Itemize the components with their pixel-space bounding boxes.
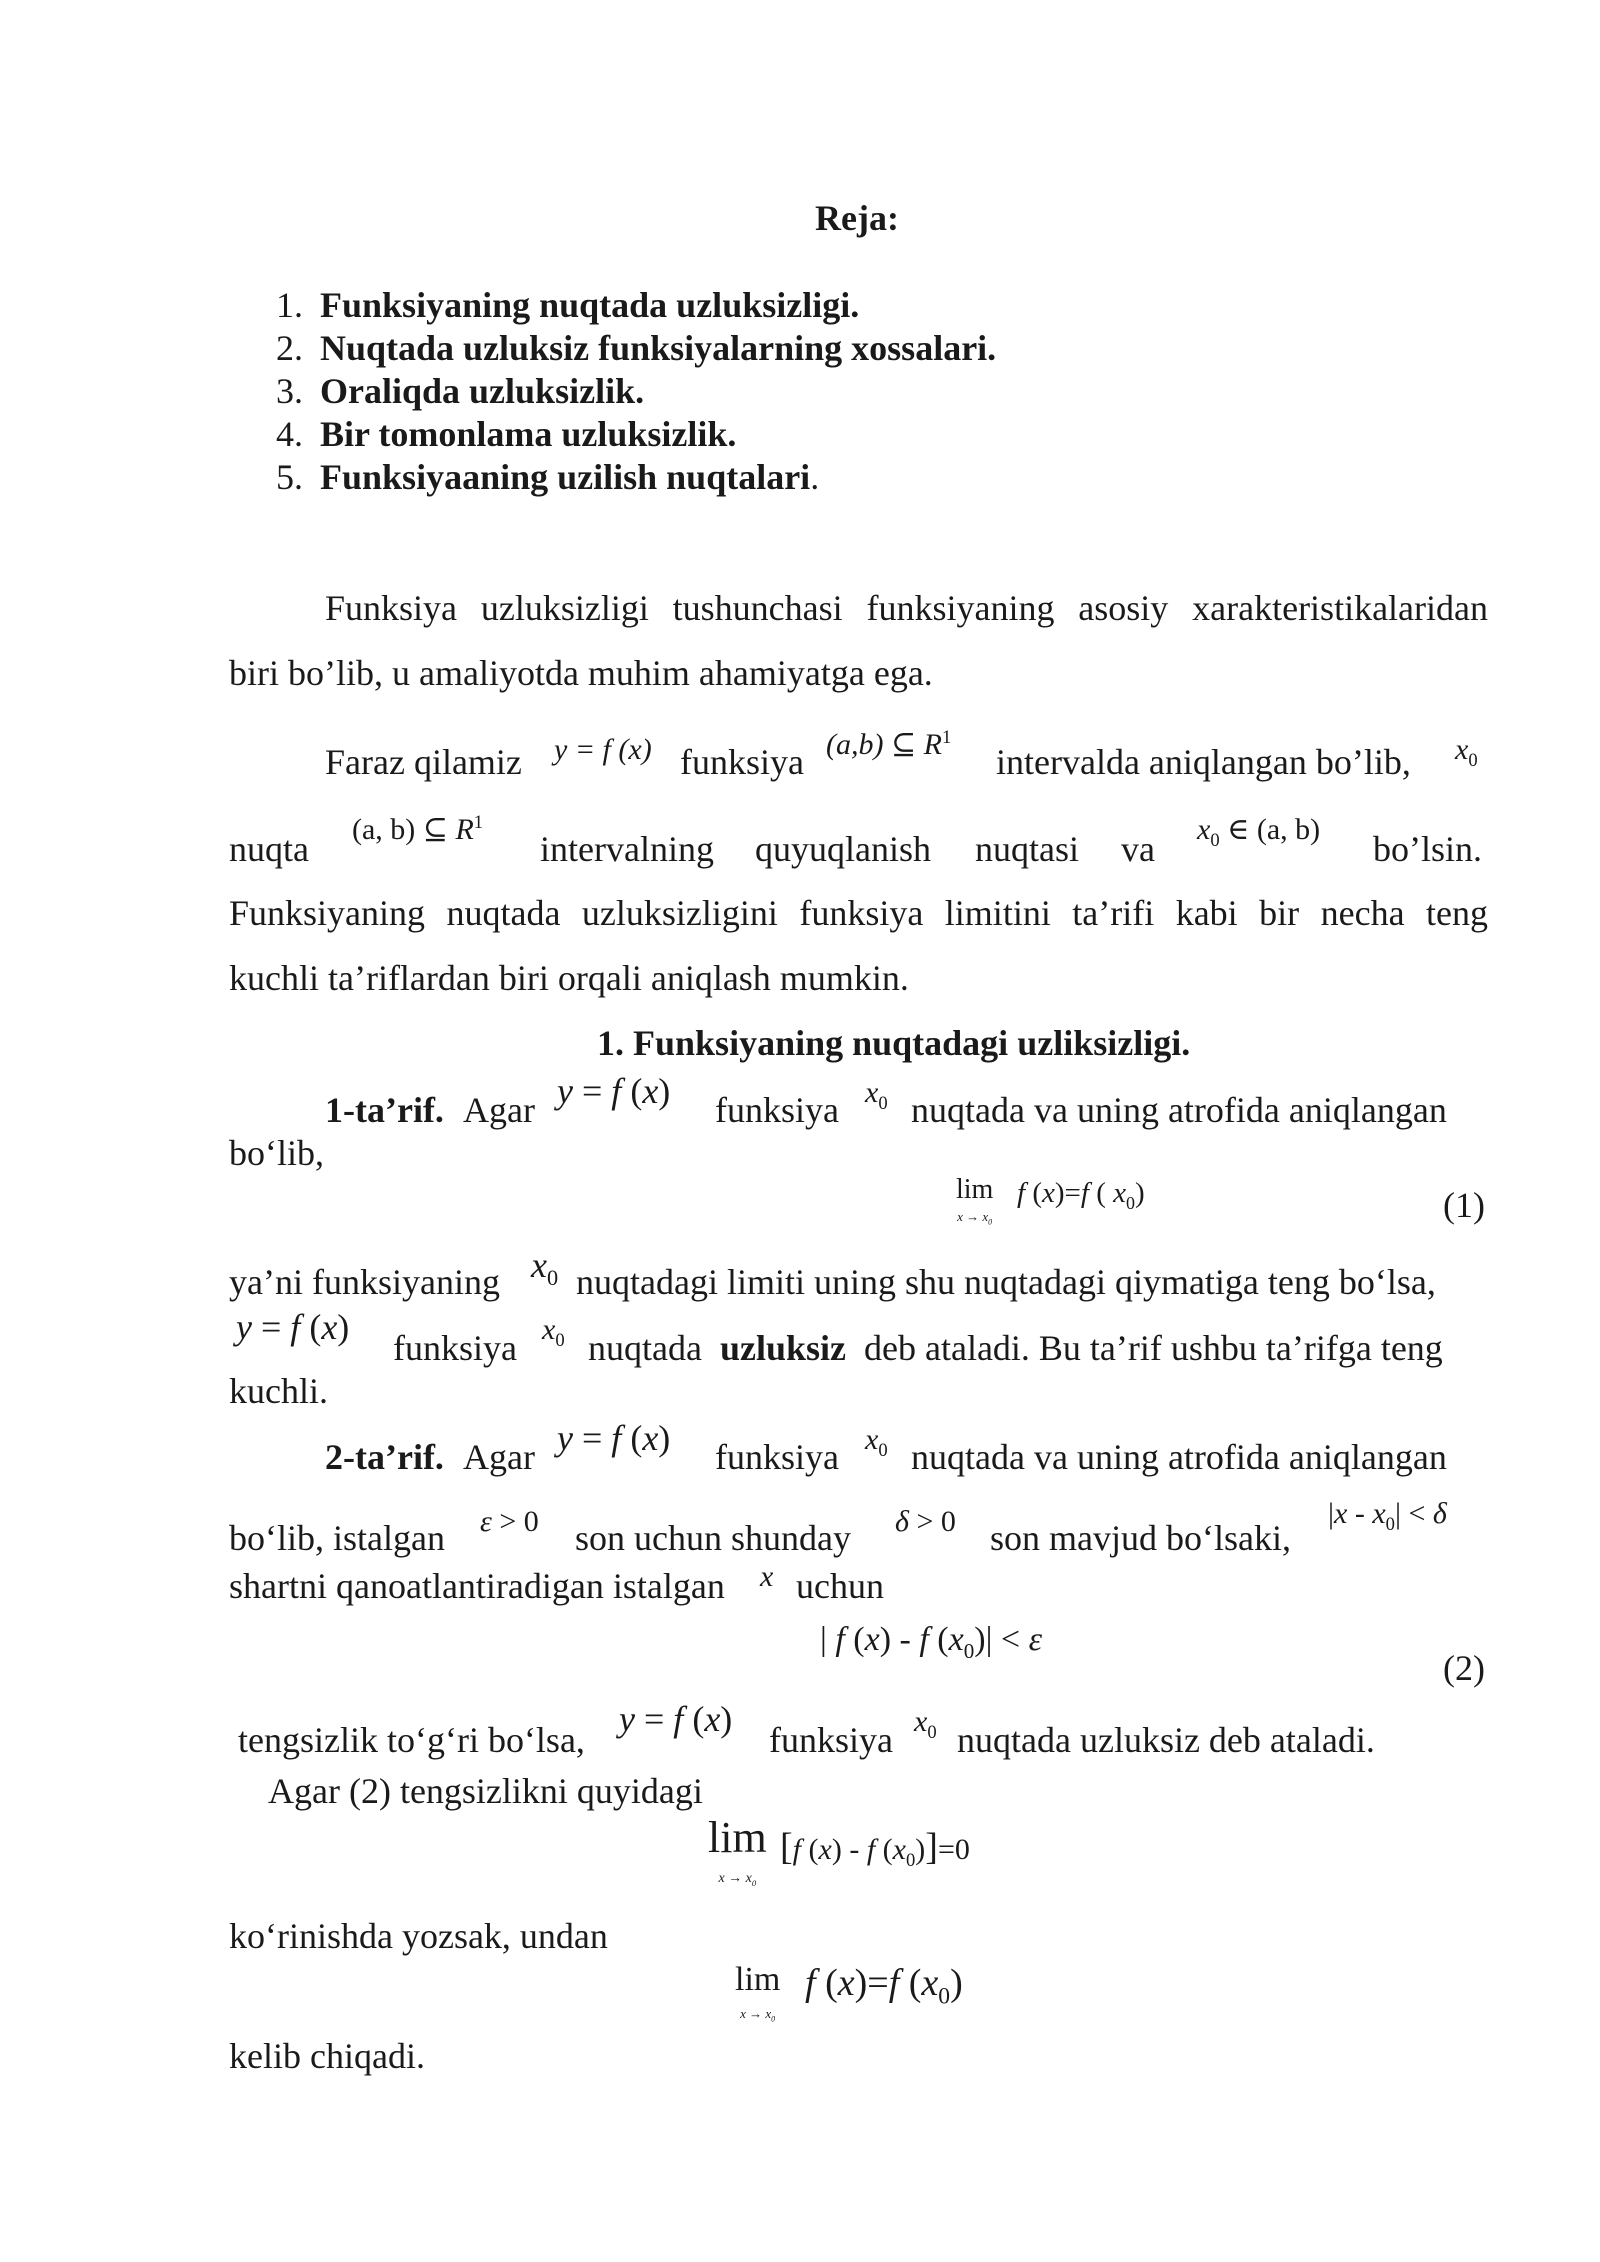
plan-item-number: 3. xyxy=(276,371,303,411)
formula-y-eq-fx: y = f (x) xyxy=(554,733,652,766)
text-line: Agar (2) tengsizlikni quyidagi xyxy=(268,1771,703,1811)
formula-abs-x-x0-lt-delta: $|x - x_0| < \delta$ xyxy=(1328,1497,1447,1535)
formula-x0-in-ab: $x_0$ ∈ (a, b) xyxy=(1197,813,1321,851)
intro-paragraph-line: kuchli ta’riflardan biri orqali aniqlash mumkin. xyxy=(229,958,909,998)
lim-word: lim xyxy=(735,1961,781,1998)
formula-x: x xyxy=(760,1560,774,1593)
text-nuqta: nuqta xyxy=(229,829,309,869)
plan-item-text: Oraliqda uzluksizlik. xyxy=(320,371,645,411)
text-line: ko‘rinishda yozsak, undan xyxy=(229,1916,608,1956)
text-funksiya: funksiya xyxy=(680,742,804,782)
plan-item-text: Funksiyaaning uzilish nuqtalari xyxy=(320,457,811,497)
plan-item-text: Bir tomonlama uzluksizlik. xyxy=(320,414,737,454)
text-uzluksiz: uzluksiz xyxy=(720,1328,847,1368)
text-line: son mavjud bo‘lsaki, xyxy=(990,1518,1291,1558)
text-line: tengsizlik to‘g‘ri bo‘lsa, xyxy=(238,1720,585,1760)
text-line: ya’ni funksiyaning xyxy=(229,1262,500,1302)
text-faraz: Faraz qilamiz xyxy=(325,742,522,782)
plan-item xyxy=(276,414,736,455)
formula-lim-fx-eq-fx0: f (x)=f $(x_0)$ xyxy=(805,1962,963,2010)
lim-subscript: $x \to x_0$ xyxy=(718,1871,757,1888)
text-line: bo‘lib, istalgan xyxy=(229,1518,445,1558)
plan-item-number: 2. xyxy=(276,328,303,368)
formula-y-eq-fx: y = f (x) xyxy=(557,1071,671,1111)
intro-paragraph-line: Funksiyaning nuqtada uzluksizligini funksiya limitini ta’rifi kabi bir necha teng xyxy=(229,893,1488,933)
intro-paragraph-line: biri bo’lib, u amaliyotda muhim ahamiyatga ega. xyxy=(229,653,933,693)
section-heading: 1. Funksiyaning nuqtadagi uzliksizligi. xyxy=(597,1023,1191,1063)
text-funksiya: funksiya xyxy=(769,1720,893,1760)
text-nuqtasi: nuqtasi xyxy=(975,829,1079,869)
limit-operator xyxy=(708,1813,767,1888)
plan-item-number: 1. xyxy=(276,285,303,325)
text-line: shartni qanoatlantiradigan istalgan xyxy=(229,1566,725,1606)
definition-label: 1-ta’rif. xyxy=(325,1090,444,1130)
formula-y-eq-fx: y = f (x) xyxy=(619,1699,733,1739)
text-va: va xyxy=(1121,829,1155,869)
plan-title: Reja: xyxy=(815,198,899,238)
formula-y-eq-fx: y = f (x) xyxy=(557,1418,671,1458)
formula-lim-difference: [f (x) - f $(x_0)]=0$ xyxy=(780,1826,970,1871)
limit-operator xyxy=(735,1961,781,2024)
text-definition-rest: nuqtada va uning atrofida aniqlangan xyxy=(911,1437,1447,1477)
formula-x0: $x_0$ xyxy=(542,1313,565,1351)
plan-item xyxy=(276,328,996,369)
text-funksiya: funksiya xyxy=(715,1090,839,1130)
limit-operator xyxy=(956,1174,994,1227)
intro-paragraph-line: Funksiya uzluksizligi tushunchasi funksiyaning asosiy xarakteristikalaridan xyxy=(325,588,1488,628)
formula-interval-ab: (a,b) ⊆ $R^1$ xyxy=(826,727,952,761)
formula-x0: $x_0$ xyxy=(531,1245,559,1291)
formula-delta-gt-0: δ > 0 xyxy=(895,1505,956,1538)
text-line: son uchun shunday xyxy=(575,1518,851,1558)
text-definition-rest: nuqtada va uning atrofida aniqlangan xyxy=(911,1090,1447,1130)
plan-item-number: 5. xyxy=(276,457,303,497)
plan-item-tail: . xyxy=(810,457,820,497)
text-line: uchun xyxy=(796,1566,884,1606)
text-agar: Agar xyxy=(463,1437,535,1477)
formula-eq1: f (x)=f ( $x_0$) xyxy=(1017,1177,1145,1213)
lim-subscript: $x \to x_0$ xyxy=(740,2006,776,2024)
text-funksiya: funksiya xyxy=(393,1328,517,1368)
equation-number: (2) xyxy=(1443,1648,1485,1688)
definition-label: 2-ta’rif. xyxy=(325,1437,444,1477)
text-intervalda: intervalda aniqlangan bo’lib, xyxy=(996,742,1411,782)
text-line: nuqtadagi limiti uning shu nuqtadagi qiymatiga teng bo‘lsa, xyxy=(576,1262,1436,1302)
formula-x0: $x_0$ xyxy=(914,1705,937,1743)
text-agar: Agar xyxy=(463,1090,535,1130)
formula-x0: $x_0$ xyxy=(1455,733,1478,771)
equation-number: (1) xyxy=(1443,1185,1485,1225)
lim-word: lim xyxy=(956,1174,994,1205)
formula-interval-ab: (a, b) ⊆ $R^1$ xyxy=(352,812,484,846)
lim-word: lim xyxy=(708,1813,767,1862)
plan-item-text: Nuqtada uzluksiz funksiyalarning xossalari. xyxy=(320,328,997,368)
text-quyuqlanish: quyuqlanish xyxy=(755,829,931,869)
formula-x0: $x_0$ xyxy=(865,1076,888,1114)
text-line: kelib chiqadi. xyxy=(229,2036,425,2076)
lim-subscript: $x \to x_0$ xyxy=(957,1209,993,1227)
plan-item xyxy=(276,285,859,326)
formula-x0: $x_0$ xyxy=(865,1423,888,1461)
text-intervalning: intervalning xyxy=(540,829,714,869)
text-bolsin: bo’lsin. xyxy=(1373,829,1483,869)
plan-item-number: 4. xyxy=(276,414,303,454)
text-bolib: bo‘lib, xyxy=(229,1133,324,1173)
zero-value: 0 xyxy=(954,1833,970,1866)
formula-eps-gt-0: ε > 0 xyxy=(480,1505,539,1538)
plan-item xyxy=(276,371,644,412)
text-nuqtada: nuqtada xyxy=(588,1328,702,1368)
text-line: deb ataladi. Bu ta’rif ushbu ta’rifga teng xyxy=(864,1328,1443,1368)
text-line: nuqtada uzluksiz deb ataladi. xyxy=(957,1720,1375,1760)
plan-item-text: Funksiyaning nuqtada uzluksizligi. xyxy=(320,285,860,325)
text-funksiya: funksiya xyxy=(715,1437,839,1477)
plan-item xyxy=(276,457,819,498)
formula-eq2: | f (x) - f $(x_0)| < \varepsilon$ xyxy=(820,1621,1042,1663)
formula-y-eq-fx: y = f (x) xyxy=(236,1307,350,1347)
text-line: kuchli. xyxy=(229,1371,328,1411)
